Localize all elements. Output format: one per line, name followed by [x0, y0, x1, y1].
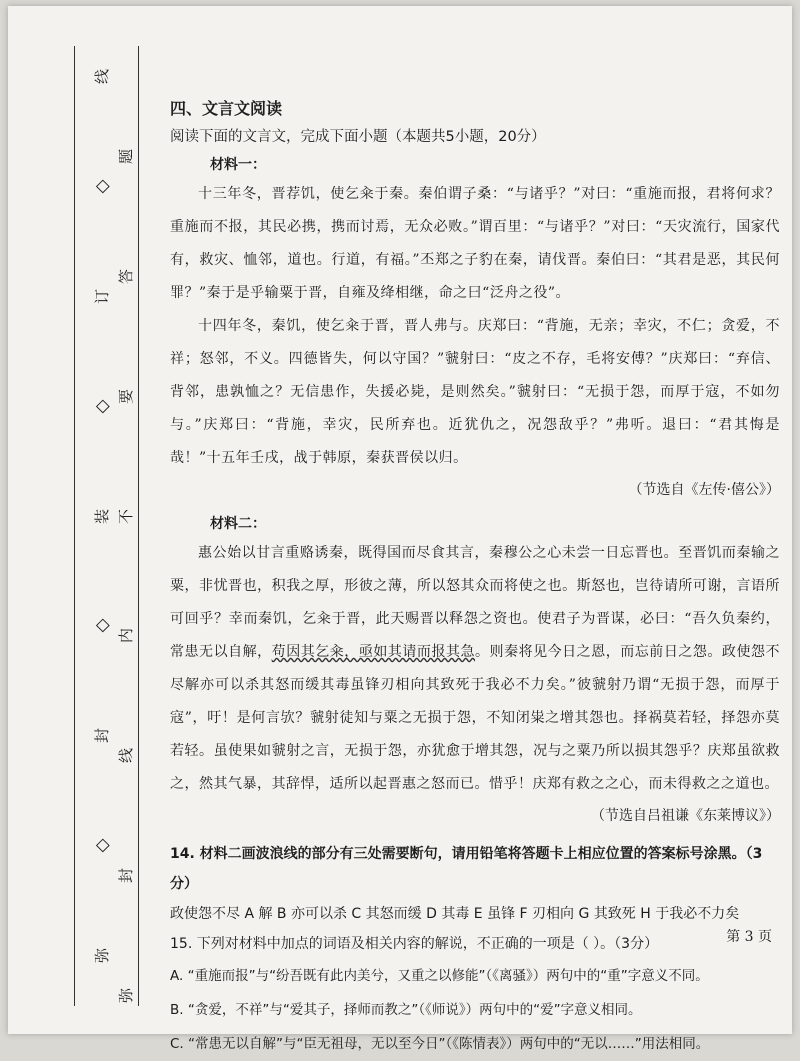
material2-paragraph — [170, 537, 780, 801]
question-15-option: A. “重施而报”与“纷吾既有此内美兮，又重之以修能”（《离骚》）两句中的“重”字意义不同。 — [170, 968, 709, 984]
instructions: 阅读下面的文言文，完成下面小题（本题共5小题，20分） — [170, 129, 546, 145]
question-15-prompt: 15. 下列对材料中加点的词语及相关内容的解说，不正确的一项是（ ）。（3分） — [170, 936, 659, 952]
binding-char: 要 — [117, 388, 136, 404]
material2-text: 惠公始以甘言重赂诱秦，既得国而尽食其言，秦穆公之心未尝一日忘晋也。至晋饥而秦输之粟，非忧晋也，积我之厚，形彼之薄，所以怒其众而将使之也。斯怒也，岂待请所可谢，言语所可回乎？幸而秦饥，乞籴于晋，此天赐晋以释怨之资也。使君子为晋谋，必曰：“吾久负秦约，常患无以自解， — [170, 545, 780, 660]
binding-inner-labels — [112, 146, 140, 1006]
material2-label: 材料二： — [210, 516, 266, 532]
diamond-icon: ◇ — [91, 179, 113, 194]
question-14-prompt: 14. 材料二画波浪线的部分有三处需要断句，请用铅笔将答题卡上相应位置的答案标号涂黑。（3分） — [170, 846, 763, 892]
binding-char: 封 — [93, 728, 112, 744]
question-14-line: 政使怨不尽 A 解 B 亦可以杀 C 其怒而缓 D 其毒 E 虽锋 F 刃相向 G 其致死 H 于我必不力矣 — [170, 906, 740, 922]
binding-char: 线 — [93, 68, 112, 85]
wavy-underlined-text: 苟因其乞籴，亟如其请而报其急 — [271, 644, 476, 660]
diamond-icon: ◇ — [91, 399, 113, 414]
diamond-icon: ◇ — [91, 838, 113, 853]
binding-char: 答 — [117, 268, 136, 284]
material1-source: （节选自《左传·僖公》） — [628, 482, 780, 498]
binding-char: 弥 — [117, 987, 136, 1003]
exam-page — [8, 6, 792, 1052]
material2-source: （节选自吕祖谦《东莱博议》） — [591, 808, 780, 824]
section-title: 四、文言文阅读 — [170, 99, 283, 118]
binding-char: 弥 — [93, 947, 112, 964]
binding-char: 线 — [117, 748, 136, 764]
question-15-option: C. “常患无以自解”与“臣无祖母，无以至今日”（《陈情表》）两句中的“无以……”用法相同。 — [170, 1036, 710, 1052]
material1-paragraph: 十三年冬，晋荐饥，使乞籴于秦。秦伯谓子桑：“与诸乎？”对曰：“重施而报，君将何求？重施而不报，其民必携，携而讨焉，无众必败。”谓百里：“与诸乎？”对曰：“天灾流行，国家代有，救灾、恤邻，道也。行道，有福。”丕郑之子豹在秦，请伐晋。秦伯曰：“其君是恶，其民何罪？”秦于是乎输粟于晋，自雍及绛相继，命之曰“泛舟之役”。 — [170, 186, 780, 301]
material1-paragraph: 十四年冬，秦饥，使乞籴于晋，晋人弗与。庆郑曰：“背施，无亲；幸灾，不仁；贪爱，不祥；怒邻，不义。四德皆失，何以守国？”虢射曰：“皮之不存，毛将安傅？”庆郑曰：“弃信、背邻，患孰恤之？无信患作，失援必毙，是则然矣。”虢射曰：“无损于怨，而厚于寇，不如勿与。”庆郑曰：“背施，幸灾，民所弃也。近犹仇之，况怨敌乎？”弗听。退曰：“君其悔是哉！”十五年壬戌，战于韩原，秦获晋侯以归。 — [170, 318, 780, 466]
material2-text: 。则秦将见今日之恩，而忘前日之怨。政使怨不尽解亦可以杀其怒而缓其毒虽锋刃相向其致死于我必不力矣。”彼虢射乃谓“无损于怨，而厚于寇”，吁！是何言欤？虢射徒知与粟之无损于怨，不知闭粜之增其怨也。择祸莫若轻，择怨亦莫若轻。虽使果如虢射之言，无损于怨，亦犹愈于增其怨，况与之粟乃所以损其怨乎？庆郑虽欲救之，然其气暴，其辞悍，适所以起晋惠之怒而已。惜乎！庆郑有救之之心，而未得救之之道也。 — [170, 644, 781, 792]
page-content — [170, 96, 780, 1061]
diamond-icon: ◇ — [91, 618, 113, 633]
binding-char: 内 — [117, 628, 136, 644]
material1-label: 材料一： — [210, 157, 266, 173]
binding-char: 装 — [93, 508, 112, 524]
binding-line-outer — [74, 46, 75, 1006]
binding-char: 封 — [117, 868, 136, 884]
binding-char: 不 — [117, 508, 136, 524]
page-number: 第 3 页 — [726, 929, 772, 945]
question-15-option: B. “贪爱，不祥”与“爱其子，择师而教之”（《师说》）两句中的“爱”字意义相同。 — [170, 1002, 642, 1018]
binding-margin — [8, 6, 148, 1034]
binding-char: 题 — [117, 148, 136, 165]
binding-char: 订 — [93, 288, 112, 304]
